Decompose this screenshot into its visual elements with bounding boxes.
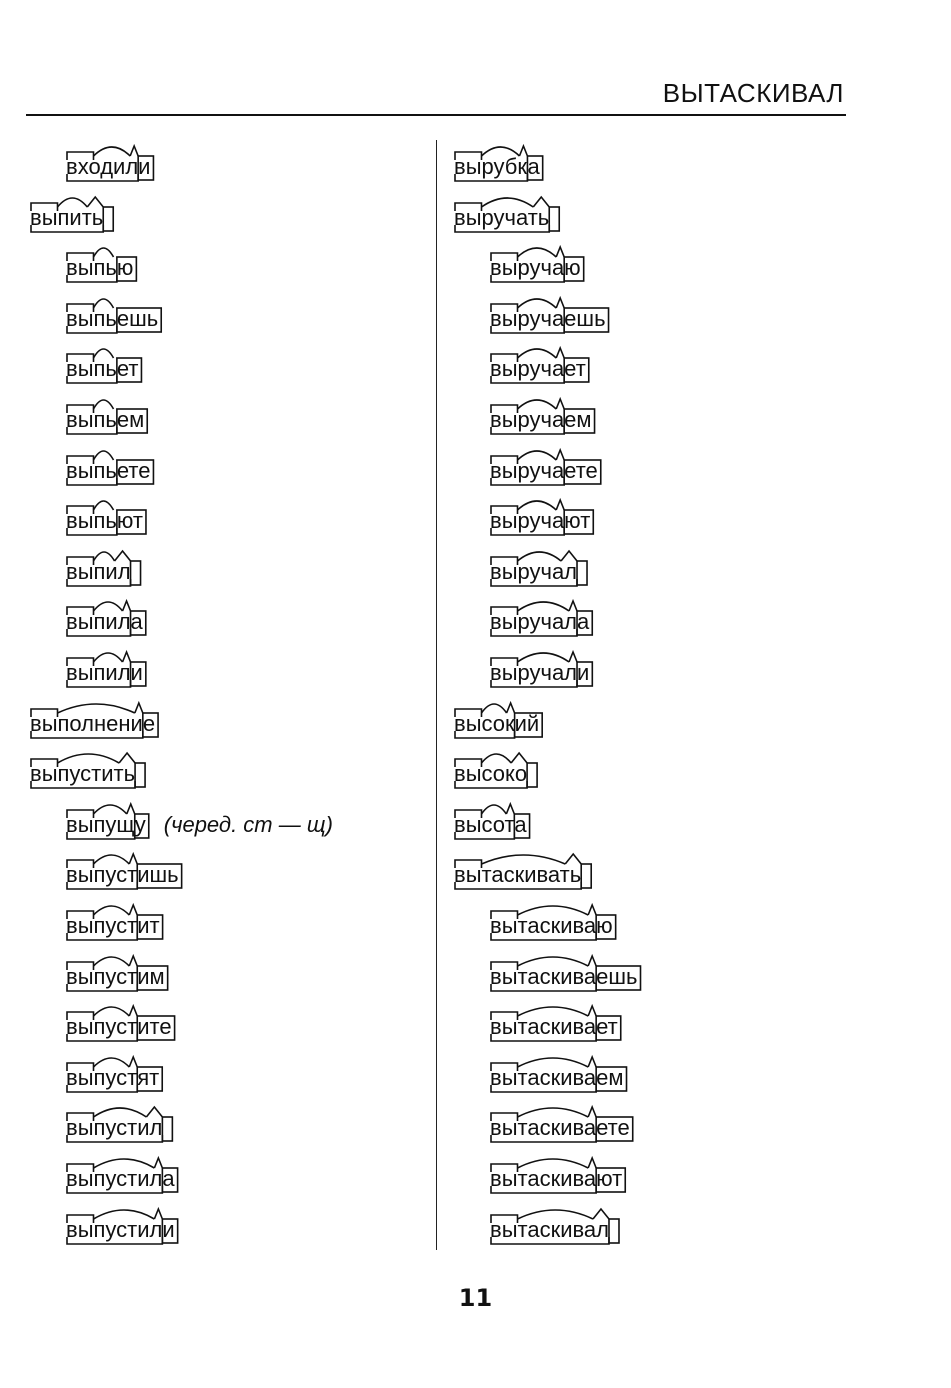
word-text: вытаскиваю: [490, 913, 613, 938]
word-text: вытаскивал: [490, 1216, 609, 1242]
word-text: выпили: [66, 660, 143, 685]
word-entry: [66, 1051, 466, 1091]
word-entry: [490, 1203, 890, 1243]
word-entry: [66, 292, 466, 332]
header-title: ВЫТАСКИВАЛ: [662, 78, 844, 108]
word-text: выпьете: [66, 457, 151, 483]
word-entry: [66, 494, 466, 534]
word-entry: [490, 494, 890, 534]
word-entry: [454, 140, 854, 180]
word-entry: [66, 1152, 466, 1192]
word-entry: [66, 1000, 466, 1040]
word-entry: [66, 950, 466, 990]
word-text: выпустил: [66, 1115, 163, 1141]
word-text: выпьем: [66, 407, 145, 432]
word-text: выполнение: [30, 710, 156, 736]
word-entry: [66, 241, 466, 281]
word-text: выручали: [490, 660, 590, 685]
word-text: выпьют: [66, 508, 143, 534]
word-entry: [454, 848, 854, 888]
word-entry: [490, 950, 890, 990]
word-entry: [490, 1051, 890, 1091]
word-text: вытаскиваем: [490, 1064, 624, 1090]
word-text: выпью: [66, 255, 134, 281]
word-entry: [66, 798, 466, 838]
word-entry: [490, 393, 890, 433]
word-text: вытаскиваете: [490, 1115, 630, 1141]
word-text: выручать: [454, 204, 550, 230]
word-entry: [66, 444, 466, 484]
word-entry: [30, 697, 430, 737]
word-text: выручает: [490, 356, 586, 382]
word-text: выпустит: [66, 913, 160, 938]
word-text: выпьешь: [66, 305, 159, 331]
word-entry: [490, 241, 890, 281]
word-text: входили: [66, 154, 151, 179]
word-entry: [66, 342, 466, 382]
word-text: вытаскивать: [454, 862, 582, 888]
word-entry: [490, 1152, 890, 1192]
word-text: вытаскивают: [490, 1166, 623, 1191]
word-entry: [66, 1101, 466, 1141]
word-entry: [454, 747, 854, 787]
word-text: вытаскивает: [490, 1014, 618, 1040]
word-text: выпустим: [66, 963, 165, 989]
word-entry: [490, 1000, 890, 1040]
word-text: выручала: [490, 609, 590, 635]
word-text: выпила: [66, 609, 143, 635]
word-entry: [454, 798, 854, 838]
word-entry: [490, 444, 890, 484]
word-entry: [30, 191, 430, 231]
word-note: (черед. ст — щ): [163, 811, 333, 837]
word-text: выпустила: [66, 1166, 175, 1191]
word-entry: [454, 191, 854, 231]
word-entry: [490, 899, 890, 939]
word-text: высокий: [454, 710, 540, 736]
word-text: выпустят: [66, 1064, 160, 1090]
word-text: вырубка: [454, 154, 540, 179]
word-entry: [66, 1203, 466, 1243]
word-text: выпьет: [66, 356, 139, 382]
word-text: выручаем: [490, 407, 592, 432]
word-text: выпил: [66, 558, 131, 584]
word-text: выпить: [30, 204, 104, 230]
word-text: вытаскиваешь: [490, 963, 638, 989]
word-entry: [490, 545, 890, 585]
word-entry: [30, 747, 430, 787]
word-text: выручаете: [490, 457, 598, 483]
word-entry: [490, 1101, 890, 1141]
word-entry: [490, 646, 890, 686]
word-entry: [66, 595, 466, 635]
page-header: [26, 74, 846, 116]
word-entry: [66, 140, 466, 180]
word-entry: [66, 646, 466, 686]
word-entry: [66, 848, 466, 888]
word-entry: [66, 899, 466, 939]
word-text: выпустите: [66, 1014, 172, 1040]
word-text: выручают: [490, 508, 591, 534]
word-text: высоко: [454, 761, 528, 787]
word-text: выпустишь: [66, 862, 179, 888]
word-entry: [66, 393, 466, 433]
word-entry: [490, 342, 890, 382]
word-text: выпущу: [66, 811, 146, 837]
word-text: выпустили: [66, 1216, 175, 1242]
word-text: выручаю: [490, 255, 581, 281]
page-number: 11: [458, 1284, 493, 1312]
word-text: выручал: [490, 558, 578, 584]
word-entry: [490, 292, 890, 332]
word-text: выпустить: [30, 761, 136, 787]
word-text: высота: [454, 811, 527, 837]
word-text: выручаешь: [490, 305, 606, 331]
word-entry: [454, 697, 854, 737]
word-entry: [66, 545, 466, 585]
word-entry: [490, 595, 890, 635]
